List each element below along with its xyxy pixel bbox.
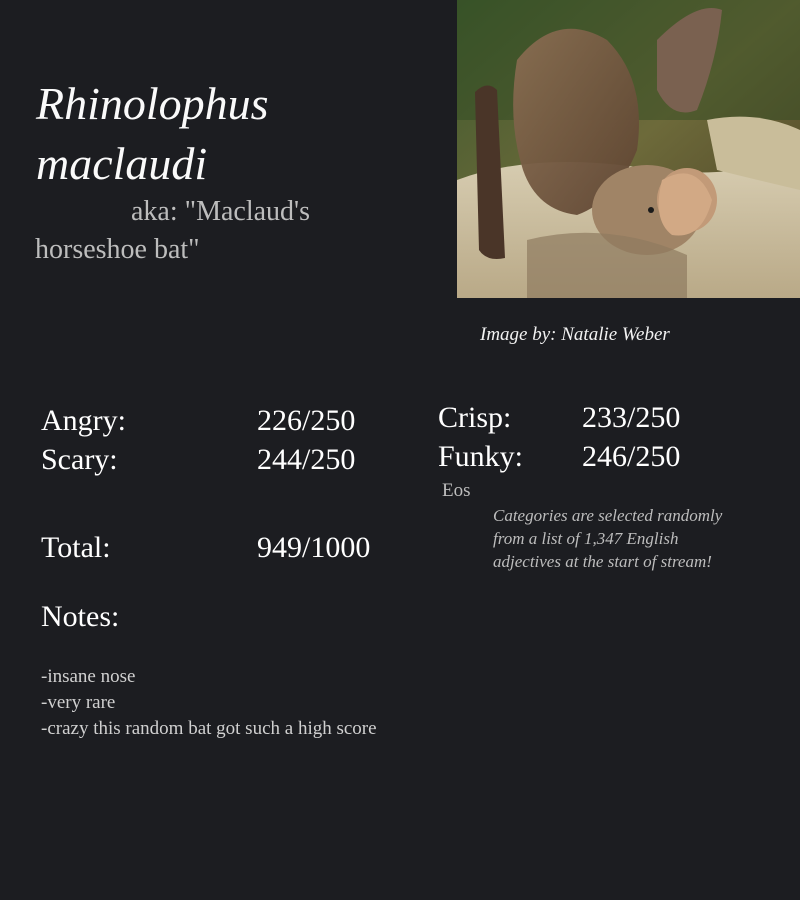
eos-label: Eos — [442, 480, 471, 501]
stat-label-crisp: Crisp: — [438, 401, 512, 434]
scientific-name-genus: Rhinolophus — [36, 78, 269, 129]
stat-label-scary: Scary: — [41, 443, 118, 476]
stat-label-angry: Angry: — [41, 404, 126, 437]
species-scientific-name — [36, 74, 436, 194]
stat-value-angry: 226/250 — [257, 404, 356, 437]
common-name: aka: "Maclaud's horseshoe bat" — [35, 196, 310, 265]
note-item: -crazy this random bat got such a high score — [41, 718, 377, 739]
note-item: -very rare — [41, 692, 116, 713]
total-value: 949/1000 — [257, 531, 371, 564]
stat-value-funky: 246/250 — [582, 440, 681, 473]
total-label: Total: — [41, 531, 111, 564]
scientific-name-species: maclaudi — [36, 138, 208, 189]
stat-value-scary: 244/250 — [257, 443, 356, 476]
stat-value-crisp: 233/250 — [582, 401, 681, 434]
category-note: Categories are selected randomly from a list of 1,347 English adjectives at the start of stream! — [493, 506, 723, 571]
image-credit: Image by: Natalie Weber — [480, 324, 670, 345]
stat-label-funky: Funky: — [438, 440, 524, 473]
notes-title: Notes: — [41, 600, 120, 633]
notes-list — [41, 664, 377, 742]
note-item: -insane nose — [41, 666, 136, 687]
bat-photo — [457, 0, 800, 298]
